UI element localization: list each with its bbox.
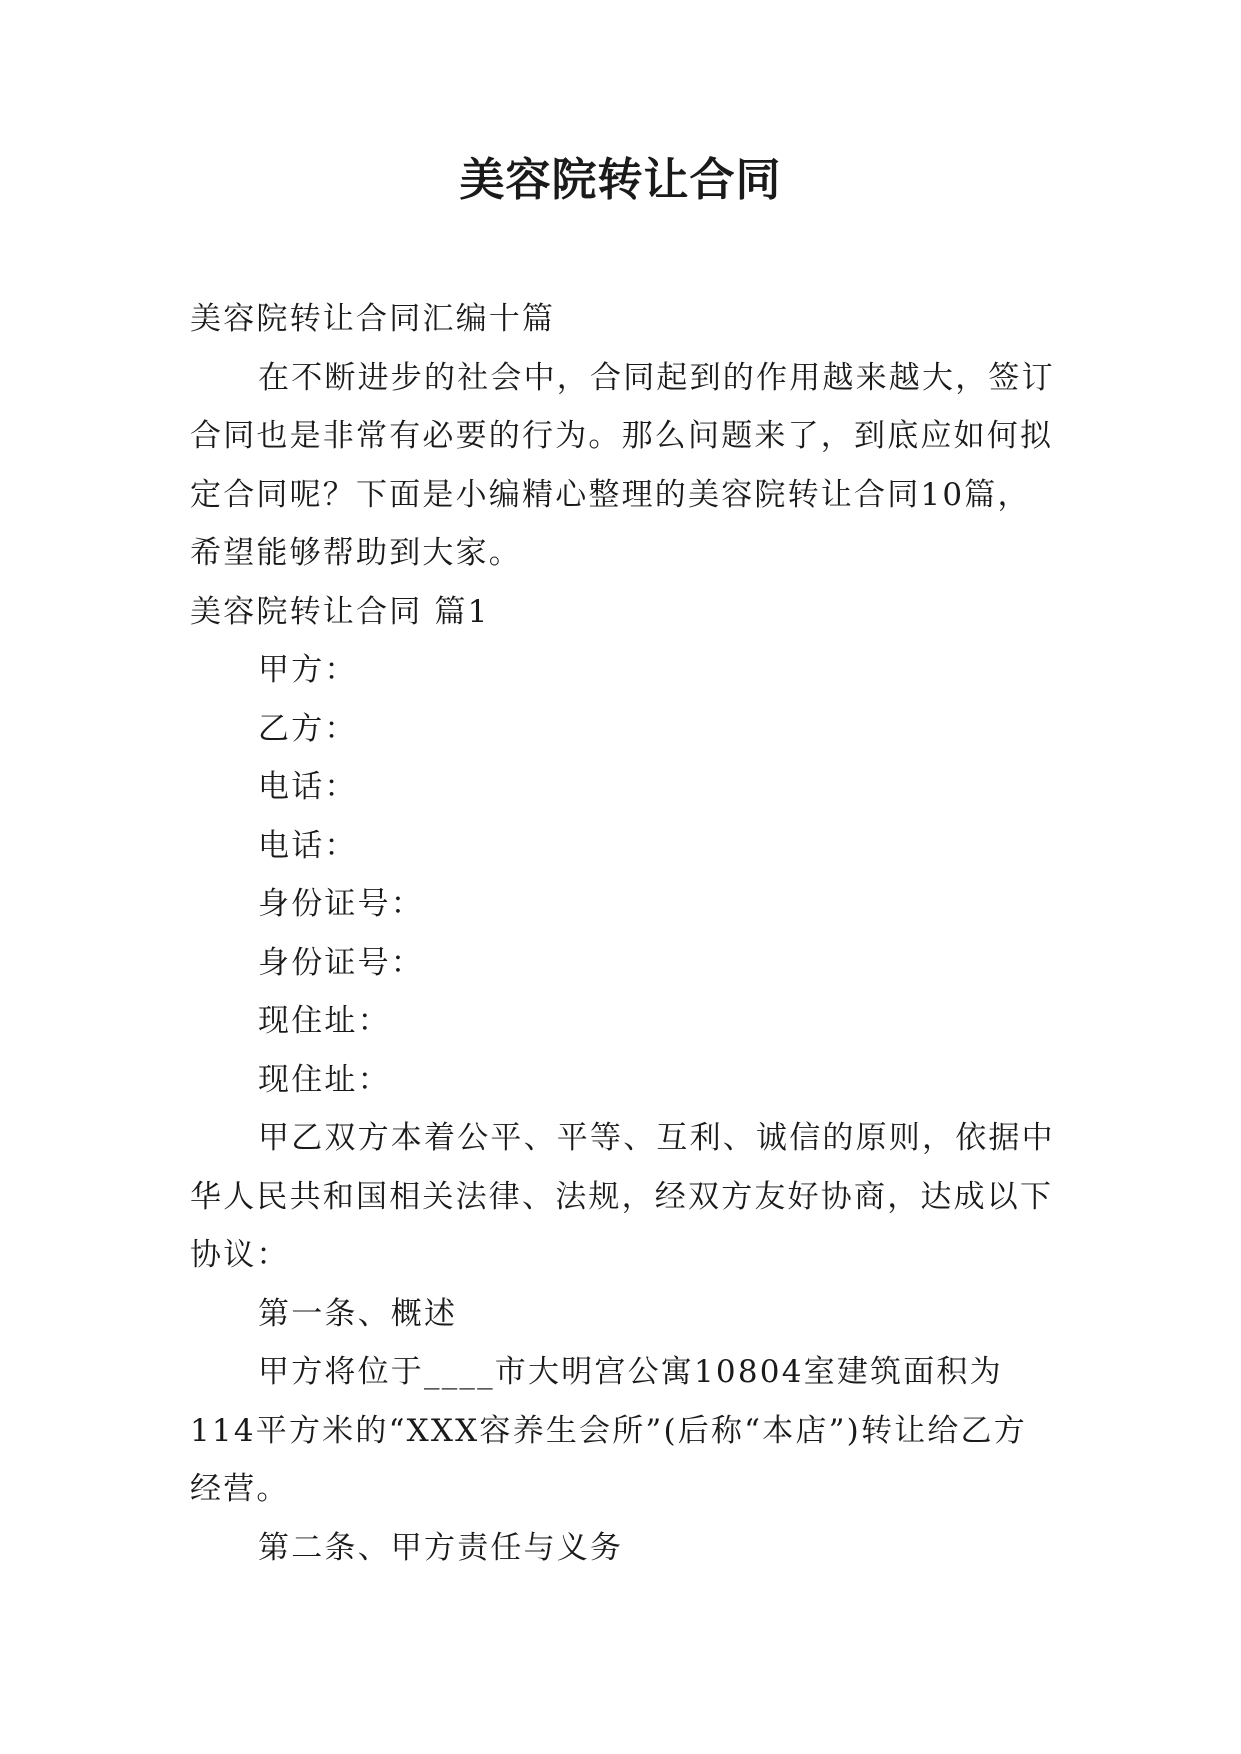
paragraph-subtitle: 美容院转让合同汇编十篇 bbox=[190, 301, 556, 337]
field-address-a: 现住址： bbox=[258, 1003, 391, 1039]
document-title: 美容院转让合同 bbox=[459, 153, 782, 206]
paragraph-principles: 甲乙双方本着公平、平等、互利、诚信的原则，依据中华人民共和国相关法律、法规，经双方友好协商，达成以下协议： bbox=[190, 1120, 1055, 1273]
article-1-heading: 第一条、概述 bbox=[258, 1295, 458, 1332]
field-id-a: 身份证号： bbox=[258, 886, 424, 922]
field-phone-b: 电话： bbox=[258, 827, 358, 864]
paragraph-intro: 在不断进步的社会中，合同起到的作用越来越大，签订合同也是非常有必要的行为。那么问题来了，到底应如何拟定合同呢？下面是小编精心整理的美容院转让合同10篇，希望能够帮助到大家。 bbox=[190, 359, 1055, 571]
field-phone-a: 电话： bbox=[258, 769, 358, 805]
article-1-body: 甲方将位于____市大明宫公寓10804室建筑面积为114平方米的“XXX容养生会所”(后称“本店”)转让给乙方经营。 bbox=[190, 1354, 1027, 1507]
field-party-b: 乙方： bbox=[258, 710, 358, 747]
field-party-a: 甲方： bbox=[258, 652, 358, 688]
paragraph-section-heading: 美容院转让合同 篇1 bbox=[190, 593, 490, 630]
article-2-heading: 第二条、甲方责任与义务 bbox=[258, 1529, 624, 1566]
document-body bbox=[190, 290, 1060, 1577]
field-address-b: 现住址： bbox=[258, 1061, 391, 1098]
field-id-b: 身份证号： bbox=[258, 944, 424, 981]
